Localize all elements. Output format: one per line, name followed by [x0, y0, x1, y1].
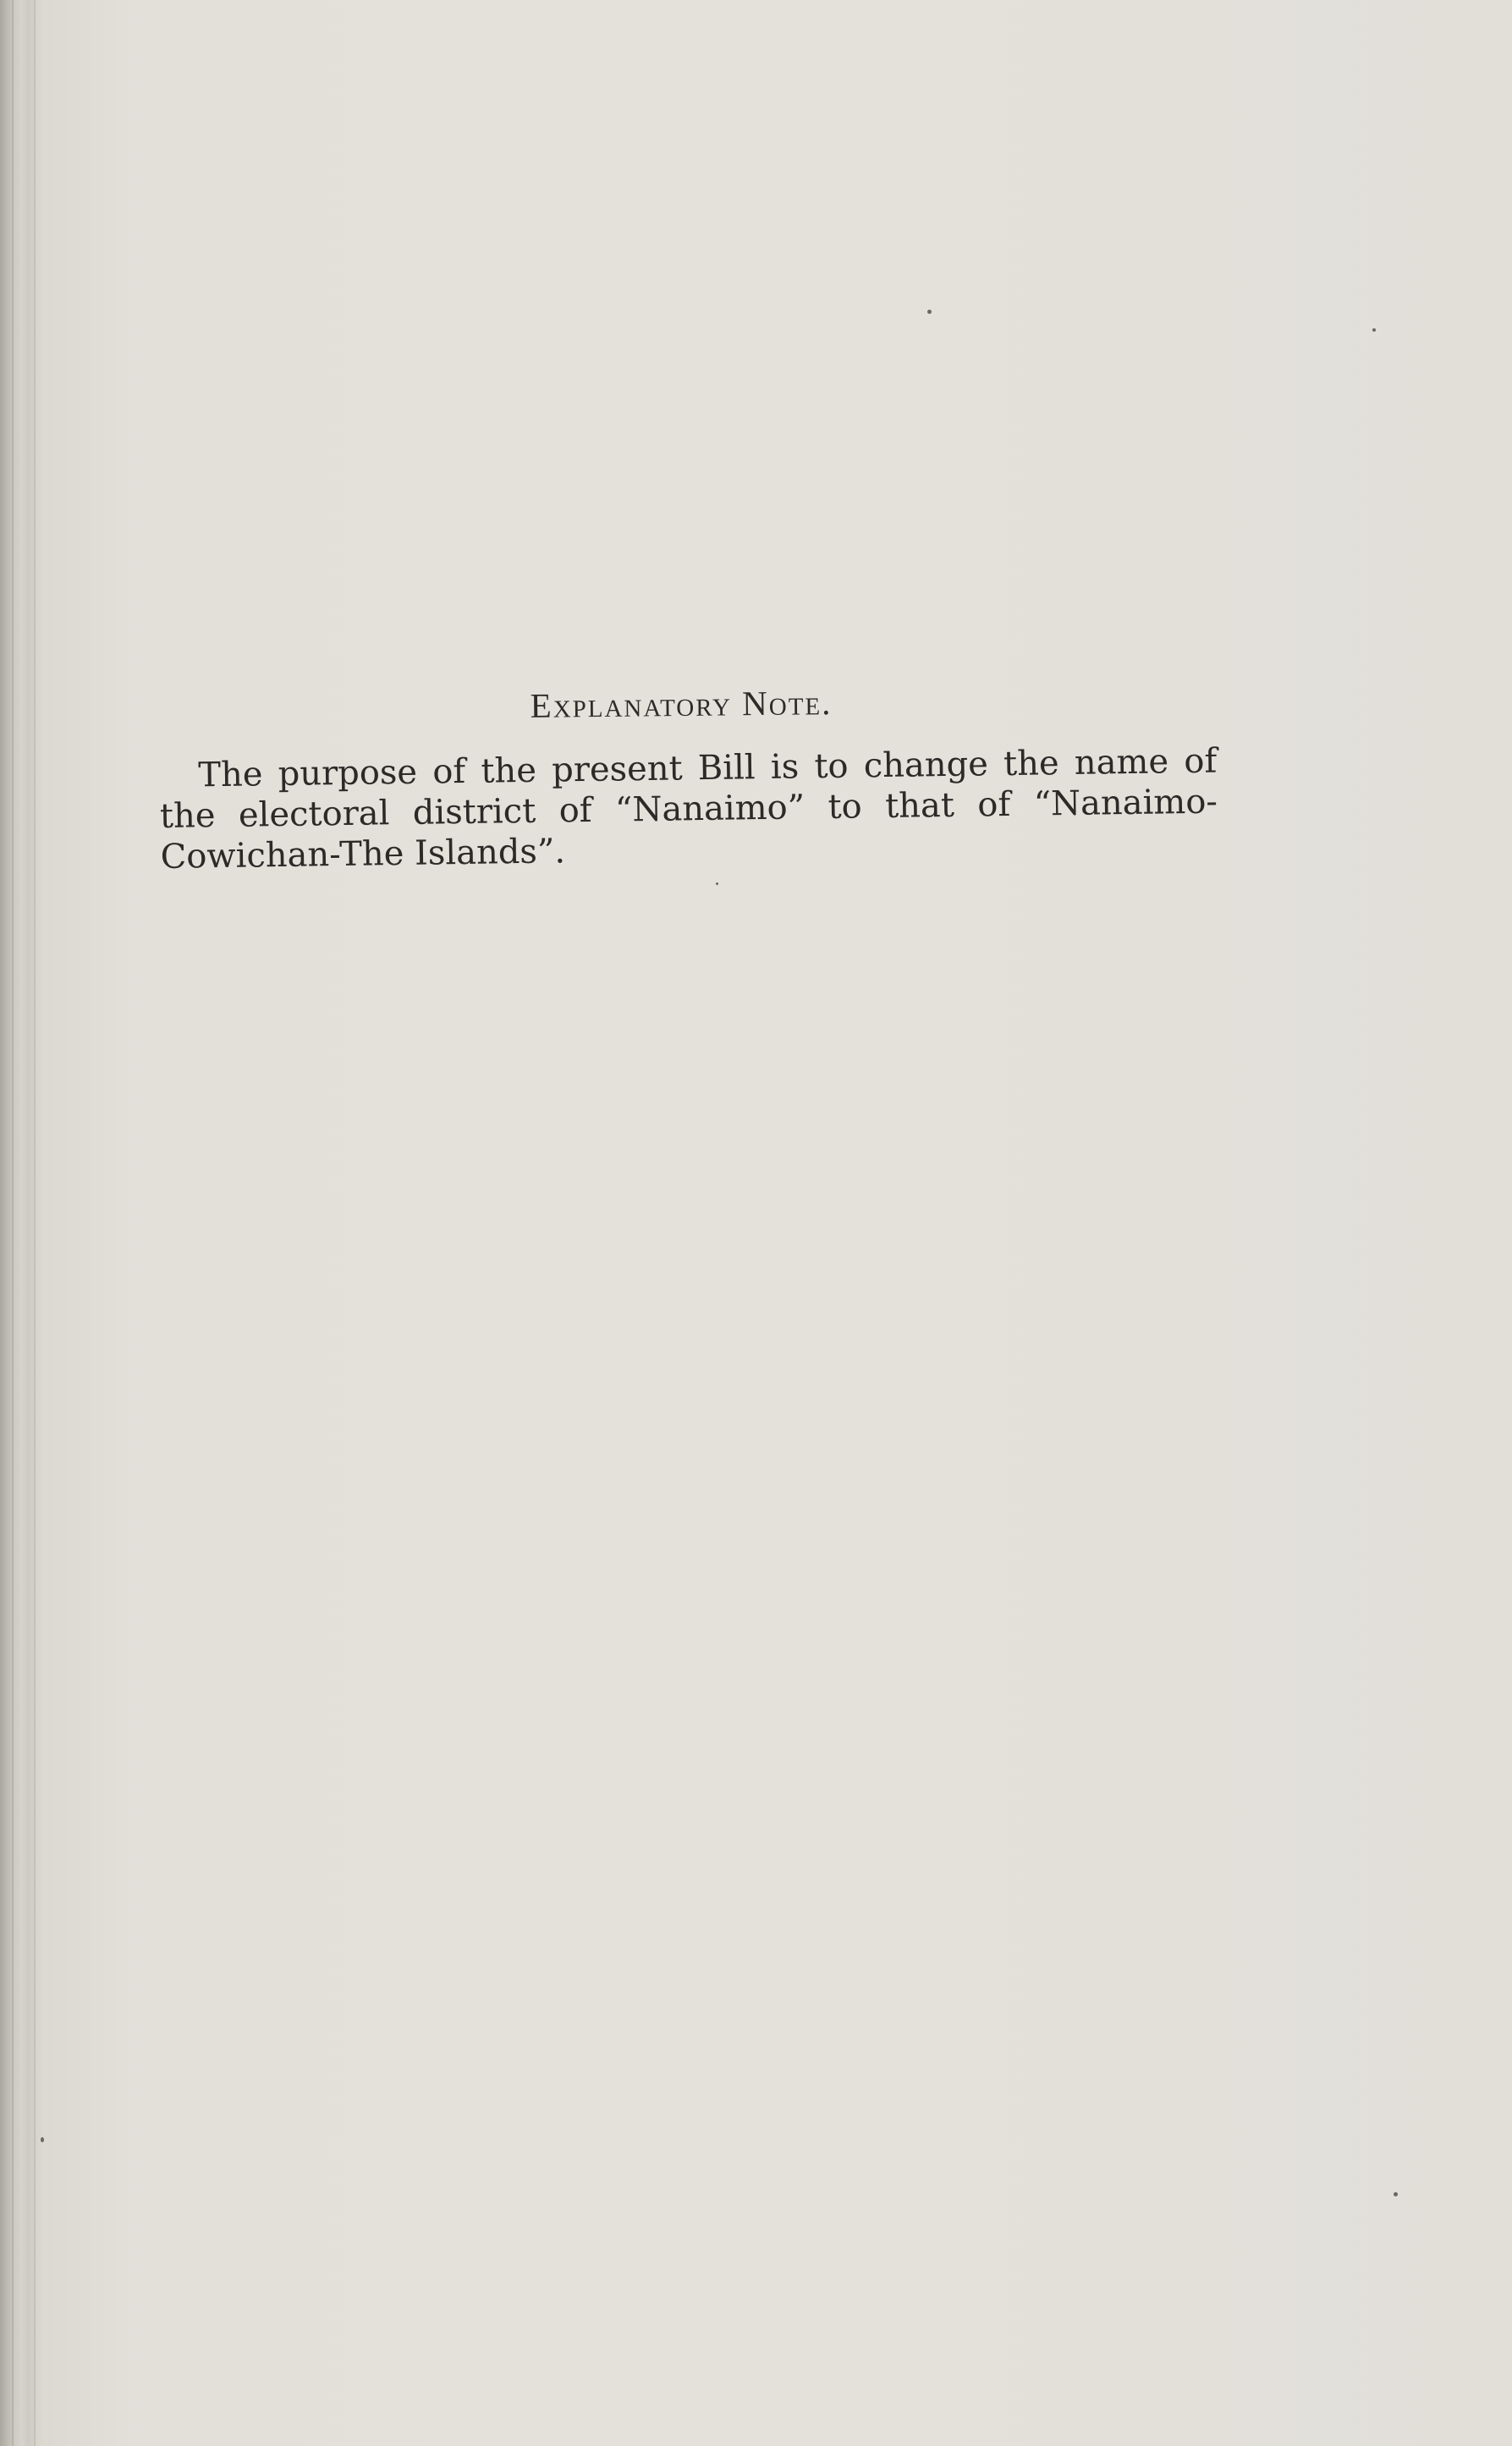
explanatory-note-body: The purpose of the present Bill is to change the name of the electoral district of “Nanaimo” to that of “Nanaimo-Cowichan-The Islands”.: [159, 741, 1218, 877]
paper-speck: [716, 882, 718, 885]
binding-crease-line: [12, 0, 14, 2446]
explanatory-note-heading: Explanatory Note.: [530, 683, 833, 725]
binding-crease-line: [34, 0, 36, 2446]
explanatory-note-text: [159, 741, 1218, 877]
paper-speck: [927, 310, 932, 314]
paper-speck: [1372, 328, 1376, 332]
paper-speck: [41, 2137, 44, 2142]
paper-speck: [1394, 2192, 1398, 2196]
page-binding-edge: [0, 0, 47, 2446]
